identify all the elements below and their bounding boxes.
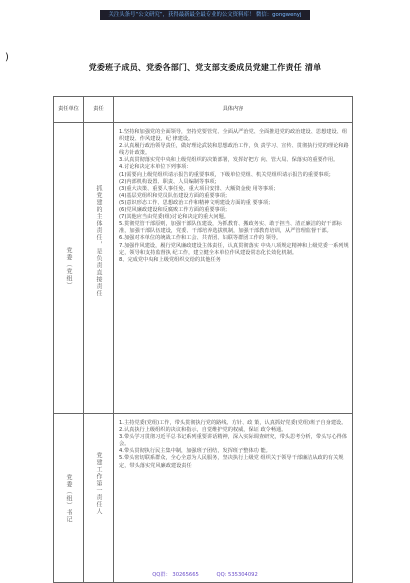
- header-unit: 责任单位: [54, 97, 84, 123]
- content-item: 2.认真执行上级组织的决议和指示，自觉维护党的权威，保证 政令畅通。: [119, 427, 287, 434]
- unit-label: 党委（组）书记: [65, 473, 73, 523]
- footer-qq-group: QQ群： 30265665: [152, 572, 199, 578]
- side-mark: ): [5, 52, 9, 63]
- duty-cell: [84, 414, 114, 583]
- content-item: 8、完成党中央和上级党组织交给的其他任务: [119, 256, 221, 263]
- footer-qq: QQ: 535304092: [216, 572, 258, 578]
- content-item: (1)需要向上级党组织请示报告的重要事项，下级单位党组、机关党组织请示报告的重要事项；: [119, 171, 334, 178]
- content-item: 5.贯彻党管干部原则，加强干部队伍建设，为抓教育、搬政务实、敢于担当、清正廉洁的好干部标准，加强干部队伍建设，党委、干部培养选拔机制，加强干部教育培训，从严管理监督干部。: [119, 221, 342, 235]
- content-item: (3)重大决策、重要人事任免、重大项目安排、大额资金使 用等事项；: [119, 185, 279, 192]
- duty-label: 党建工作第一责任人: [95, 452, 103, 515]
- content-item: 3.认真贯彻落实党中央和上级党组织的决策部署，发挥好把方 向、管大局、保落实的重要作用。: [119, 157, 339, 164]
- footer: [0, 571, 410, 578]
- top-banner: [0, 0, 410, 22]
- content-item: (7)其他应当由党委(组)讨论和决定的重大问题。: [119, 214, 229, 221]
- table-row: [54, 414, 353, 583]
- table-row: [54, 123, 353, 414]
- banner-text: 关注头条号“公文研究”，获得最新最全最专业的公文资料库！ 微信：gongwenyj: [100, 10, 309, 20]
- content-item: 7.加强作风建设，履行党风廉政建设主体责任，认真贯彻落实 中央八项规定精神和上级党委一系列规定，领导和支持监督执 纪工作，建立健全本单位作风建设常态化长效化机制。: [119, 242, 349, 256]
- content-item: 1.坚持和加强党的全面领导，坚持党要管党、全面从严治党、全面推进党的政治建设、思想建设、组织建设、作风建设、纪 律建设。: [119, 129, 348, 143]
- content-item: 4.讨论和决定本单位下列事项：: [119, 164, 192, 171]
- unit-cell: [54, 414, 84, 583]
- document-title: 党委班子成员、党委各部门、党支部支委成员党建工作责任 清单: [88, 63, 322, 72]
- content-item: 3.带头学习贯彻习近平总书记系列重要讲话精神，深入实际调查研究，带头思考分析，带头写心得体会。: [119, 434, 348, 448]
- content-item: 1.主持党委(党组)工作，带头贯彻执行党的路线、方针、政 策，认真抓好党委(党组)班子自身建设。: [119, 420, 347, 426]
- content-cell: [114, 123, 353, 414]
- duty-cell: [84, 123, 114, 414]
- content-item: 5.带头密切联系群众，全心全意为人民服务，坚决执行上级党 组织关于领导干部廉洁从政的有关规定，带头落实党风廉政建设责任: [119, 455, 344, 469]
- content-item: (4)基层党组织和党员队伍建设方面的重要事项；: [119, 192, 231, 199]
- content-item: 2.认真履行政治领导责任，做好理论武装和思想政治工作，负 责学习、宣传、贯彻执行党的理论和路线方针政策。: [119, 143, 349, 157]
- unit-label: 党委（党组）: [65, 247, 73, 289]
- content-item: (6)党风廉政建设和反腐败工作方面的重要事项；: [119, 207, 231, 214]
- header-duty: 责任: [84, 97, 114, 123]
- content-item: 6.加强对本单位的统战工作和工会、共青团、妇联等群团工作的 领导。: [119, 235, 282, 242]
- header-content: 具体内容: [114, 97, 353, 123]
- content-item: 4.带头贯彻执行民主集中制，加强班子团结，发挥班子整体功 能。: [119, 448, 271, 455]
- duty-label: 抓党建的主体责任，是负责直接责任: [95, 185, 103, 297]
- content-item: (5)意识形态工作、思想政治工作和精神文明建设方面的重 要事项；: [119, 199, 274, 206]
- table-header-row: [54, 97, 353, 123]
- content-cell: [114, 414, 353, 583]
- responsibility-table: [53, 96, 353, 583]
- unit-cell: [54, 123, 84, 414]
- content-item: (2)内部机构设置、职责、人员编制等事项；: [119, 178, 220, 185]
